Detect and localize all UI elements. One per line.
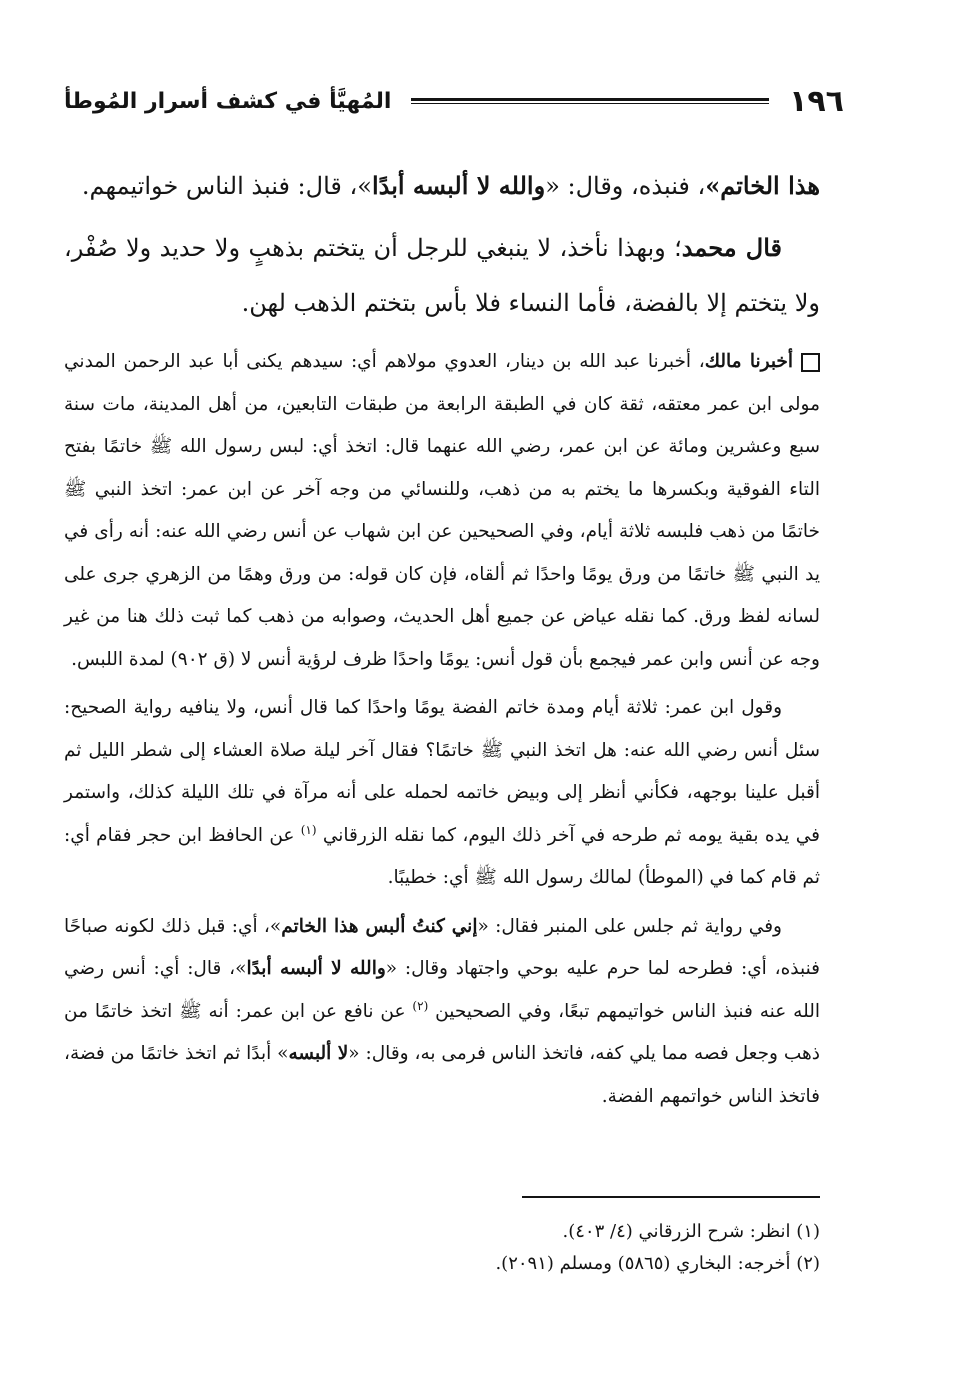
text-run: ، فنبذه، وقال: « — [545, 172, 706, 200]
bold-text: قال محمد — [681, 233, 782, 262]
footnote-separator — [522, 1196, 820, 1198]
text-run: » أبدًا ثم اتخذ خاتمًا من فضة، فاتخذ الناس خواتمهم الفضة. — [64, 1043, 820, 1107]
square-marker-icon — [801, 353, 820, 372]
text-run: »، قال: فنبذ الناس خواتيمهم. — [81, 172, 372, 200]
bold-text: والله لا ألبسه أبدًا — [371, 171, 546, 200]
paragraph — [64, 341, 820, 681]
text-run: عن نافع عن ابن عمر: أنه ﷺ اتخذ خاتمًا من ذهب وجعل فصه مما يلي كفه، فاتخذ الناس فرمى به، وقال: « — [64, 1000, 820, 1064]
bold-text: والله لا ألبسه أبدًا — [246, 958, 386, 979]
text-run: ، أخبرنا عبد الله بن دينار، العدوي مولاهم أي: سيدهم يكنى أبا عبد الرحمن المدني مولى ابن عمر معتقه، ثقة كان في الطبقة الرابعة من طبقات التابعين، من أهل المدينة، مات سنة سبع وعشرين ومائة عن ابن عمر، رضي الله عنهما قال: اتخذ أي: لبس رسول الله ﷺ خاتمًا بفتح التاء الفوقية وبكسرها ما يختم به من ذهب، وللنسائي من وجه آخر عن ابن عمر: اتخذ النبي ﷺ خاتمًا من ذهب فلبسه ثلاثة أيام، وفي الصحيحين عن ابن شهاب عن أنس رضي الله عنه: أنه رأى في يد النبي ﷺ خاتمًا من ورق يومًا واحدًا ثم ألقاه، فإن كان قوله: من ورق وهمًا من الزهري جرى على لسانه لفظ ورق. كما نقله عياض عن جميع أهل الحديث، وصوابه من ذهب كما ثبت ذلك هنا من غير وجه عن أنس وابن عمر فيجمع بأن قول أنس: يومًا واحدًا ظرف لرؤية أنس لا (ق ٩٠٢) لمدة اللبس. — [64, 351, 820, 670]
footnote-ref: (٢) — [412, 998, 429, 1013]
bold-text: أخبرنا مالك — [704, 351, 794, 372]
text-run: »، قال: أي: أنس رضي الله عنه فنبذ الناس خواتيمهم تبعًا، وفي الصحيحين — [64, 958, 820, 1022]
text-run: ؛ وبهذا نأخذ، لا ينبغي للرجل أن يتختم بذهبٍ ولا حديد ولا صُفْر، ولا يتختم إلا بالفضة، فأما النساء فلا بأس بتختم الذهب لهن. — [64, 234, 820, 317]
text-run: عن الحافظ ابن حجر فقام أي: ثم قام كما في (الموطأ) لمالك رسول الله ﷺ أي: خطيبًا. — [64, 824, 820, 888]
text-run: وفي رواية ثم جلس على المنبر فقال: « — [477, 915, 782, 937]
body-text — [64, 158, 820, 1118]
paragraph — [64, 906, 820, 1119]
paragraph — [64, 158, 820, 214]
page-header — [64, 80, 844, 122]
page-number: ١٩٦ — [789, 83, 844, 119]
paragraph — [64, 220, 820, 331]
text-run: وقول ابن عمر: ثلاثة أيام ومدة خاتم الفضة يومًا واحدًا كما قال أنس، ولا ينافيه رواية الصحيح: سئل أنس رضي الله عنه: هل اتخذ النبي ﷺ خاتمًا؟ فقال آخر ليلة صلاة العشاء إلى شطر الليل ثم أقبل علينا بوجهه، فكأني أنظر إلى وبيض خاتمه لحمله على أنه مرآة في تلك الليلة كذلك، واستمر في يده بقية يومه ثم طرحه في آخر ذلك اليوم، كما نقله الزرقاني — [64, 697, 820, 846]
header-rule — [411, 98, 769, 104]
bold-text: إني كنتُ ألبس هذا الخاتم — [281, 915, 478, 937]
paragraph — [64, 687, 820, 900]
footnote-ref: (١) — [300, 822, 317, 837]
running-title: المُهيَّأ في كشف أسرار المُوطأ — [64, 88, 392, 114]
bold-text: هذا الخاتم» — [705, 171, 820, 200]
footnote: (٢) أخرجه: البخاري (٥٨٦٥) ومسلم (٢٠٩١). — [495, 1253, 820, 1274]
footnote: (١) انظر: شرح الزرقاني (٤/ ٤٠٣). — [562, 1221, 820, 1242]
text-run: »، أي: قبل ذلك لكونه صباحًا فنبذه، أي: فطرحه لما حرم عليه بوحي واجتهاد وقال: « — [64, 915, 820, 979]
footnotes — [64, 1216, 820, 1280]
bold-text: لا ألبسه — [288, 1043, 349, 1064]
